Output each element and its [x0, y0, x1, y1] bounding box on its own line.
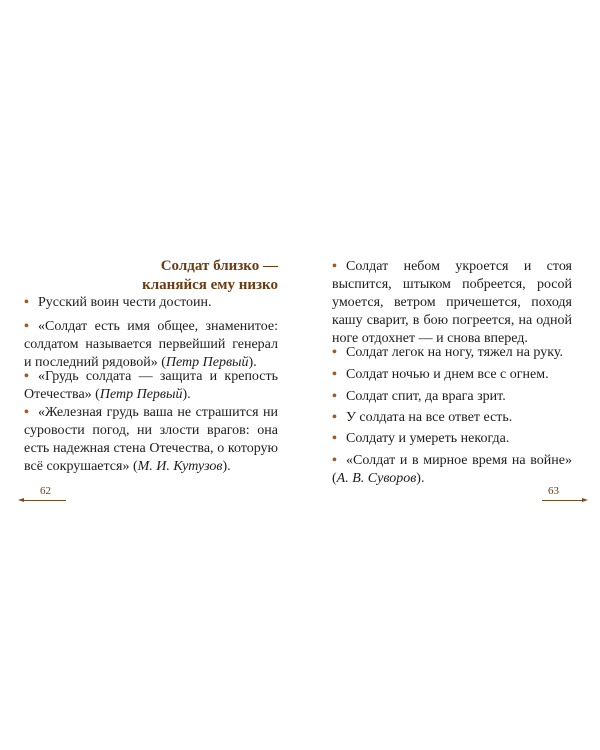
list-item — [24, 318, 278, 372]
right-page — [300, 0, 600, 750]
entry-text: Солдат спит, да врага зрит. — [346, 389, 506, 404]
entry-suffix: ). — [248, 355, 257, 370]
entry-text: Солдат ночью и днем все с огнем. — [346, 367, 549, 382]
list-item — [332, 344, 572, 362]
bullet-icon: • — [332, 259, 337, 274]
entry-author: Петр Первый — [99, 387, 183, 402]
entry-author: А. В. Суворов — [336, 471, 417, 486]
entry-text: «Солдат есть имя общее, знаменитое: солдатом называется первейший генерал и последний рядовой» ( — [24, 319, 278, 370]
entry-text: Солдат небом укроется и стоя выспится, штыком побреется, росой умоется, ветром причешется, походя кашу сварит, в бою погреется, на одной ноге отдохнет — и снова вперед. — [332, 259, 572, 346]
bullet-icon: • — [332, 431, 337, 446]
entry-text: «Грудь солдата — защита и крепость Отечества» ( — [24, 369, 278, 402]
list-item — [332, 388, 572, 406]
list-item — [332, 258, 572, 348]
entry-text: Солдат легок на ногу, тяжел на руку. — [346, 345, 563, 360]
page-number-rule — [24, 500, 66, 501]
bullet-icon: • — [24, 319, 29, 334]
list-item — [24, 404, 278, 476]
entry-author: Петр Первый — [165, 355, 249, 370]
list-item — [332, 409, 572, 427]
heading-line-1: Солдат близко — — [160, 258, 278, 274]
bullet-icon: • — [332, 453, 337, 468]
bullet-icon: • — [332, 410, 337, 425]
bullet-icon: • — [24, 295, 29, 310]
bullet-icon: • — [332, 367, 337, 382]
page-number: 62 — [40, 485, 51, 497]
list-item — [332, 452, 572, 488]
entry-text: «Железная грудь ваша не страшится ни суровости погод, ни злости врагов: она есть надежная стена Отечества, о которую всё сокрушается» ( — [24, 405, 278, 474]
bullet-icon: • — [24, 369, 29, 384]
list-item — [332, 430, 572, 448]
entry-suffix: ). — [416, 471, 425, 486]
list-item — [332, 366, 572, 384]
page-number: 63 — [548, 485, 559, 497]
heading-line-2: кланяйся ему низко — [142, 277, 278, 293]
list-item — [24, 294, 278, 312]
entry-text: У солдата на все ответ есть. — [346, 410, 513, 425]
entry-suffix: ). — [182, 387, 191, 402]
section-heading — [100, 257, 278, 295]
entry-text: Солдату и умереть некогда. — [346, 431, 510, 446]
list-item — [24, 368, 278, 404]
page-number-rule — [542, 500, 582, 501]
entry-author: М. И. Кутузов — [137, 459, 223, 474]
bullet-icon: • — [332, 345, 337, 360]
entry-suffix: ). — [222, 459, 231, 474]
bullet-icon: • — [332, 389, 337, 404]
entry-text: Русский воин чести достоин. — [38, 295, 212, 310]
bullet-icon: • — [24, 405, 29, 420]
entry-text: «Солдат и в мирное время на войне» ( — [332, 453, 572, 486]
